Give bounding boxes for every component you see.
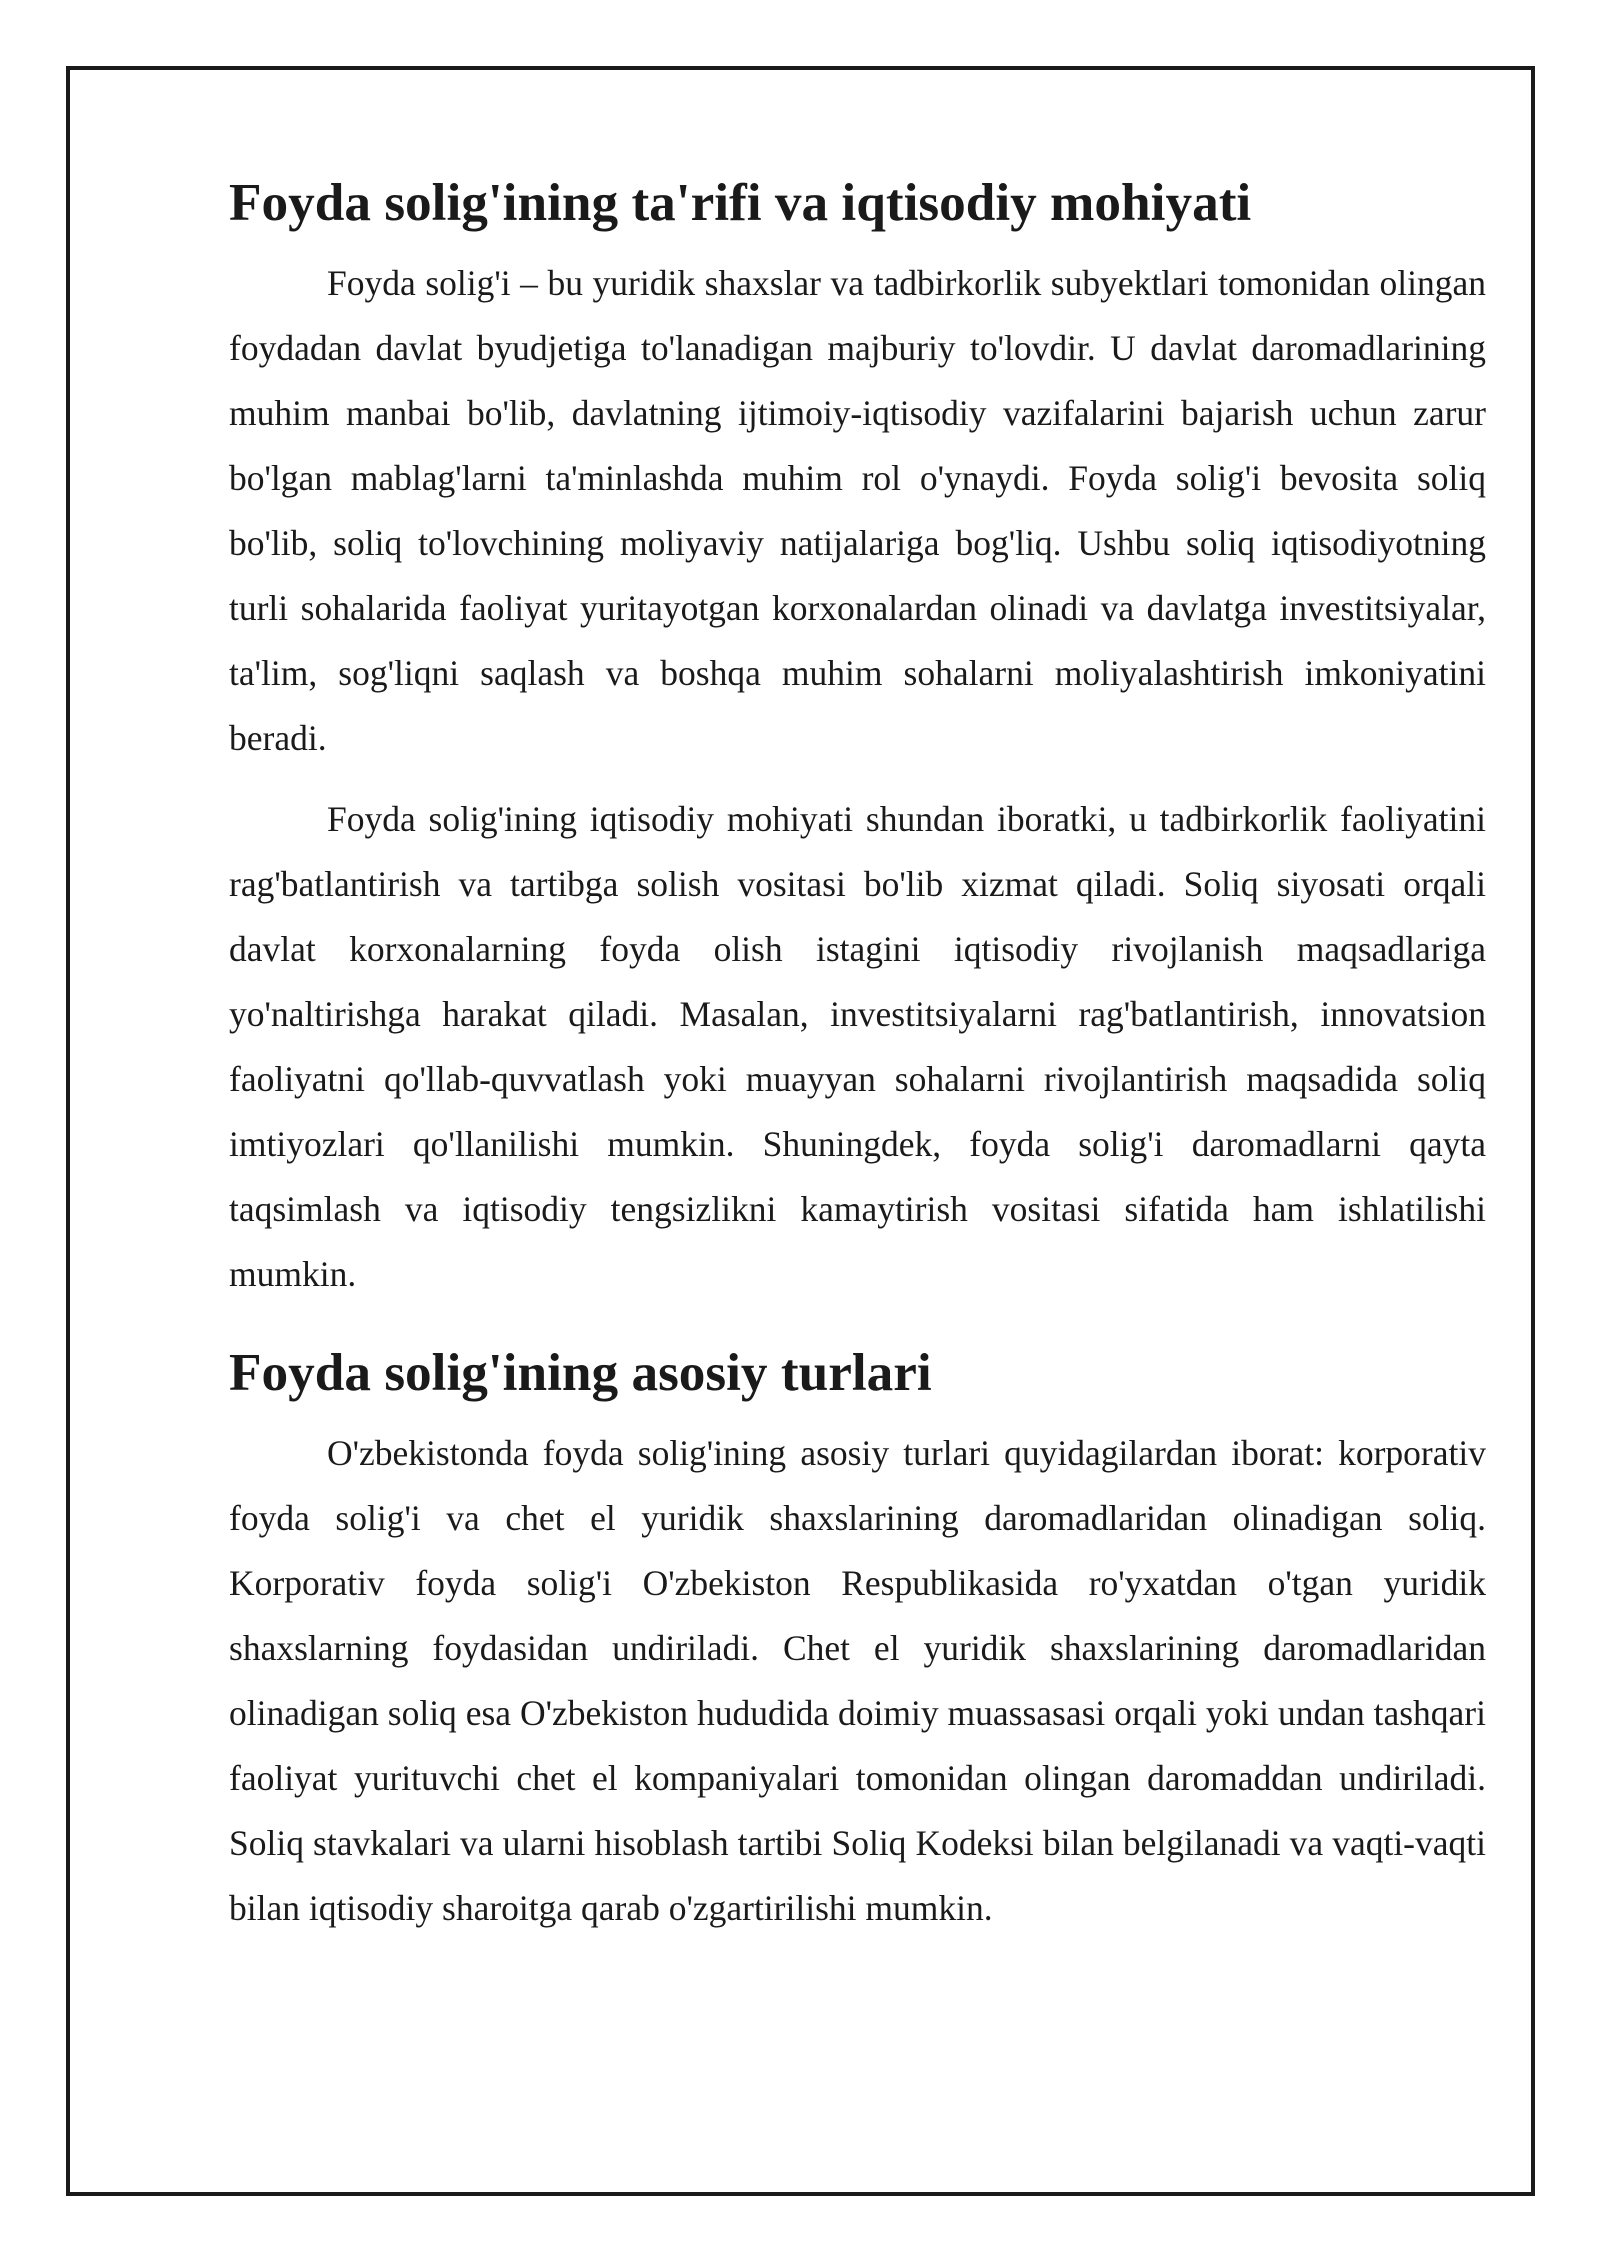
- document-body: [229, 170, 1486, 1941]
- section-heading-definition: Foyda solig'ining ta'rifi va iqtisodiy mohiyati: [229, 173, 1252, 232]
- paragraph-types-1: O'zbekistonda foyda solig'ining asosiy turlari quyidagilardan iborat: korporativ foyda solig'i va chet el yuridik shaxslarining daromadlaridan olinadigan soliq. Korporativ foyda solig'i O'zbekiston Respublikasida ro'yxatdan o'tgan yuridik shaxslarning foydasidan undiriladi. Chet el yuridik shaxslarining daromadlaridan olinadigan soliq esa O'zbekiston hududida doimiy muassasasi orqali yoki undan tashqari faoliyat yurituvchi chet el kompaniyalari tomonidan olingan daromaddan undiriladi. Soliq stavkalari va ularni hisoblash tartibi Soliq Kodeksi bilan belgilanadi va vaqti-vaqti bilan iqtisodiy sharoitga qarab o'zgartirilishi mumkin.: [229, 1433, 1486, 1928]
- paragraph-definition-2: Foyda solig'ining iqtisodiy mohiyati shundan iboratki, u tadbirkorlik faoliyatini rag'batlantirish va tartibga solish vositasi bo'lib xizmat qiladi. Soliq siyosati orqali davlat korxonalarning foyda olish istagini iqtisodiy rivojlanish maqsadlariga yo'naltirishga harakat qiladi. Masalan, investitsiyalarni rag'batlantirish, innovatsion faoliyatni qo'llab-quvvatlash yoki muayyan sohalarni rivojlantirish maqsadida soliq imtiyozlari qo'llanilishi mumkin. Shuningdek, foyda solig'i daromadlarni qayta taqsimlash va iqtisodiy tengsizlikni kamaytirish vositasi sifatida ham ishlatilishi mumkin.: [229, 799, 1486, 1294]
- section-heading-types: Foyda solig'ining asosiy turlari: [229, 1343, 932, 1402]
- paragraph-definition-1: Foyda solig'i – bu yuridik shaxslar va tadbirkorlik subyektlari tomonidan olingan foydadan davlat byudjetiga to'lanadigan majburiy to'lovdir. U davlat daromadlarining muhim manbai bo'lib, davlatning ijtimoiy-iqtisodiy vazifalarini bajarish uchun zarur bo'lgan mablag'larni ta'minlashda muhim rol o'ynaydi. Foyda solig'i bevosita soliq bo'lib, soliq to'lovchining moliyaviy natijalariga bog'liq. Ushbu soliq iqtisodiyotning turli sohalarida faoliyat yuritayotgan korxonalardan olinadi va davlatga investitsiyalar, ta'lim, sog'liqni saqlash va boshqa muhim sohalarni moliyalashtirish imkoniyatini beradi.: [229, 263, 1486, 758]
